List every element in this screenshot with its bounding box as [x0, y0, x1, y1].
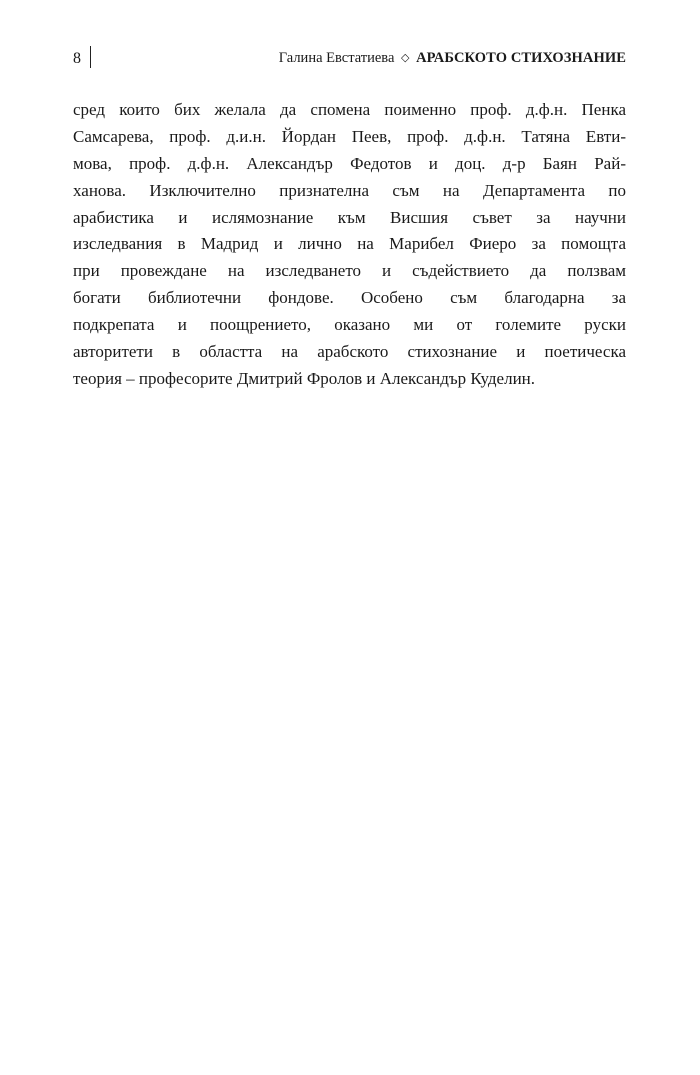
text-line: подкрепата и поощрението, оказано ми от големите руски [73, 315, 626, 335]
diamond-separator-icon: ◇ [401, 52, 410, 64]
text-line: сред които бих желала да спомена поименно проф. д.ф.н. Пенка [73, 100, 626, 119]
body-paragraph [73, 97, 626, 393]
text-line: ханова. Изключително признателна съм на Департамента по [73, 180, 626, 200]
running-head-author: Галина Евстатиева [278, 50, 395, 66]
text-line: богати библиотечни фондове. Особено съм благодарна за [73, 288, 626, 308]
running-head [279, 49, 626, 67]
page-header [73, 46, 626, 70]
page-number: 8 [73, 50, 81, 67]
text-line: Самсарева, проф. д.и.н. Йордан Пеев, проф. д.ф.н. Татяна Евти- [73, 126, 626, 146]
page-number-rule [90, 46, 91, 68]
text-line: авторитети в областта на арабското стихознание и поетическа [73, 342, 626, 362]
text-line: изследвания в Мадрид и лично на Марибел Фиеро за помощта [73, 234, 626, 254]
text-line: мова, проф. д.ф.н. Александър Федотов и доц. д-р Баян Рай- [73, 153, 626, 173]
running-head-title: АРАБСКОТО СТИХОЗНАНИЕ [416, 50, 626, 66]
text-line: арабистика и ислямознание към Висшия съвет за научни [73, 207, 626, 227]
text-line: при провеждане на изследването и съдействието да ползвам [73, 261, 626, 281]
text-line: теория – професорите Дмитрий Фролов и Александър Куделин. [73, 368, 536, 388]
